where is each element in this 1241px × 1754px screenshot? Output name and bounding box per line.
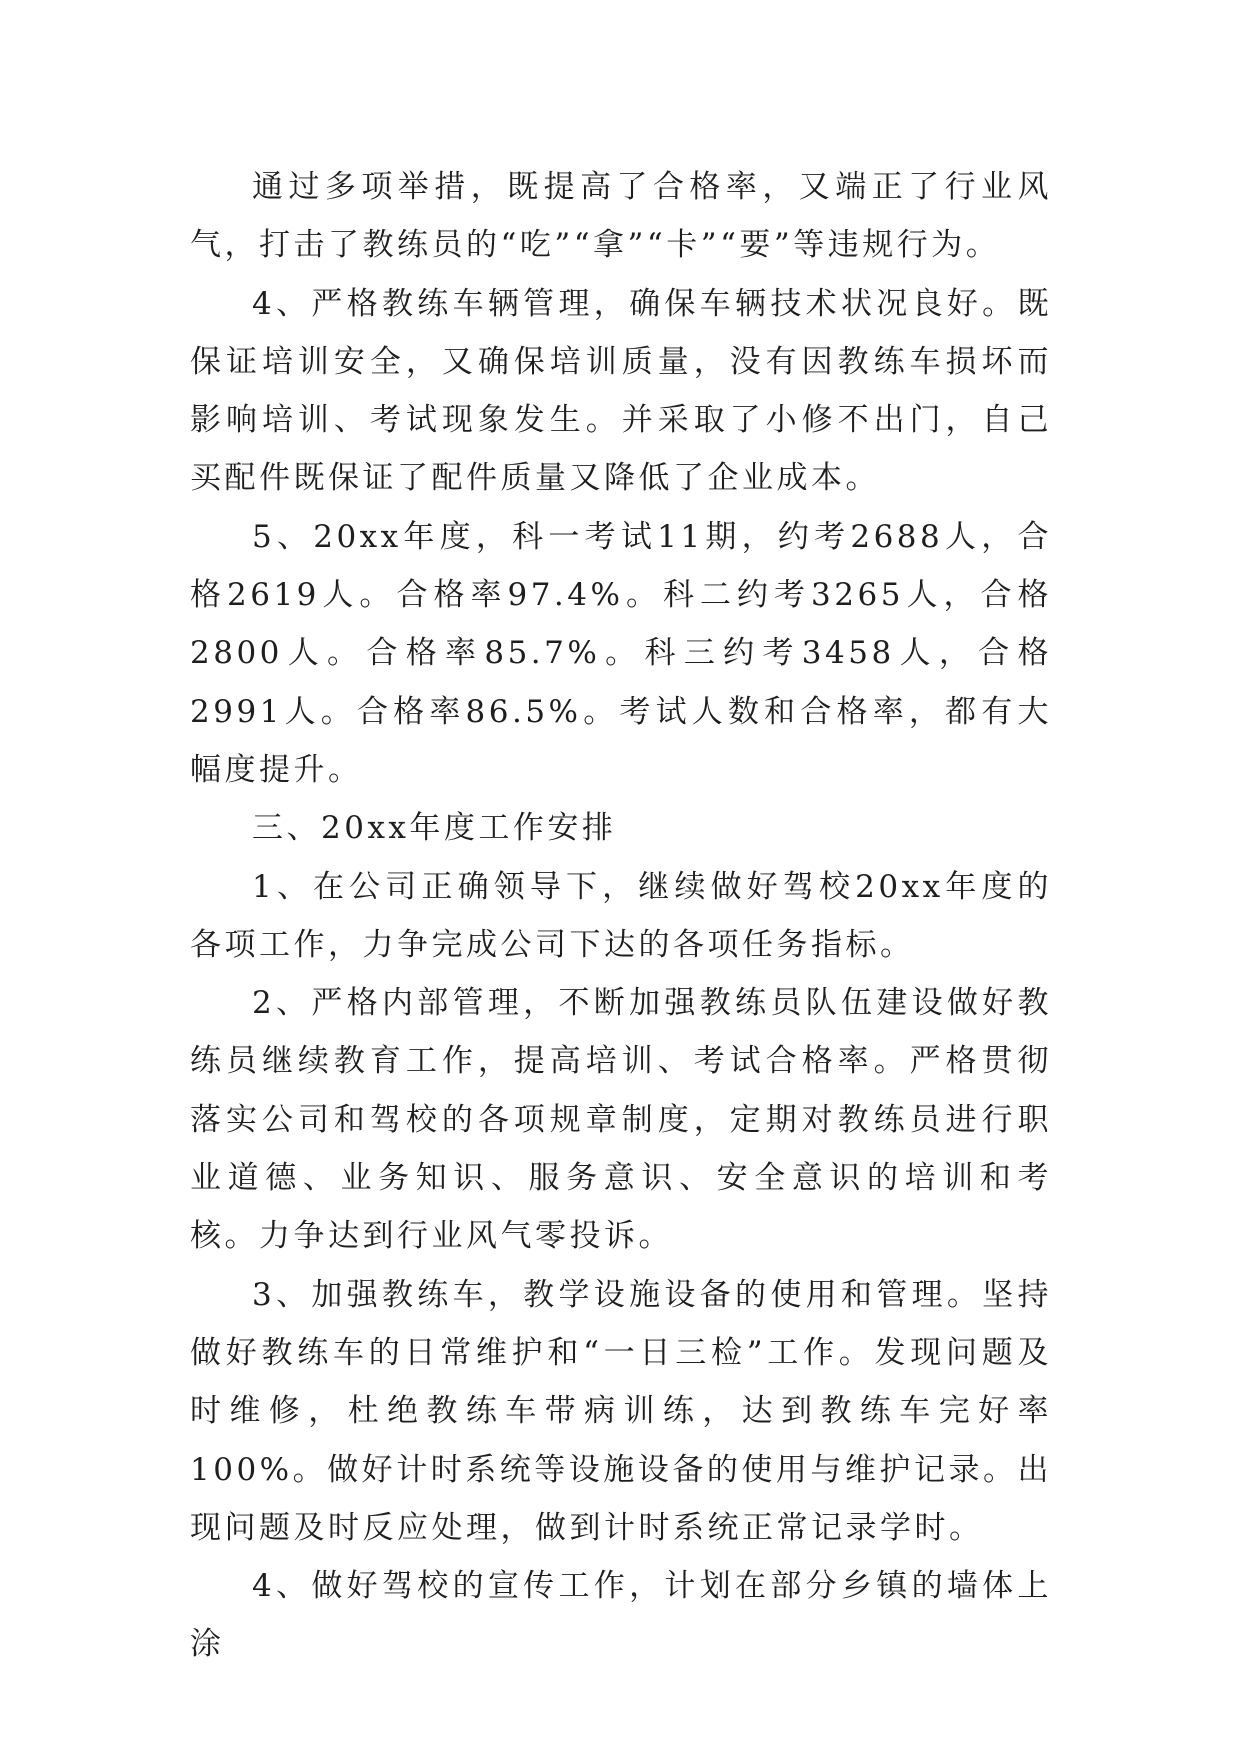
paragraph-measures-result: 通过多项举措，既提高了合格率，又端正了行业风气，打击了教练员的“吃”“拿”“卡”“要”等违规行为。 (190, 169, 1052, 264)
paragraph-item-4-vehicle-management: 4、严格教练车辆管理，确保车辆技术状况良好。既保证培训安全，又确保培训质量，没有因教练车损坏而影响培训、考试现象发生。并采取了小修不出门，自己买配件既保证了配件质量又降低了企业成本。 (190, 285, 1052, 497)
paragraph-plan-item-3: 3、加强教练车，教学设施设备的使用和管理。坚持做好教练车的日常维护和“一日三检”工作。发现问题及时维修，杜绝教练车带病训练，达到教练车完好率100%。做好计时系统等设施设备的使用与维护记录。出现问题及时反应处理，做到计时系统正常记录学时。 (190, 1276, 1052, 1546)
paragraph-plan-item-1: 1、在公司正确领导下，继续做好驾校20xx年度的各项工作，力争完成公司下达的各项任务指标。 (190, 868, 1052, 963)
paragraph-plan-item-2: 2、严格内部管理，不断加强教练员队伍建设做好教练员继续教育工作，提高培训、考试合格率。严格贯彻落实公司和驾校的各项规章制度，定期对教练员进行职业道德、业务知识、服务意识、安全意识的培训和考核。力争达到行业风气零投诉。 (190, 985, 1052, 1255)
section-heading-work-plan: 三、20xx年度工作安排 (252, 810, 617, 847)
paragraph-plan-item-4: 4、做好驾校的宣传工作，计划在部分乡镇的墙体上涂 (190, 1568, 1052, 1663)
paragraph-item-5-exam-statistics: 5、20xx年度，科一考试11期，约考2688人，合格2619人。合格率97.4%。科二约考3265人，合格2800人。合格率85.7%。科三约考3458人，合格2991人。合格率86.5%。考试人数和合格率，都有大幅度提升。 (190, 518, 1052, 788)
document-body (190, 158, 1052, 1674)
